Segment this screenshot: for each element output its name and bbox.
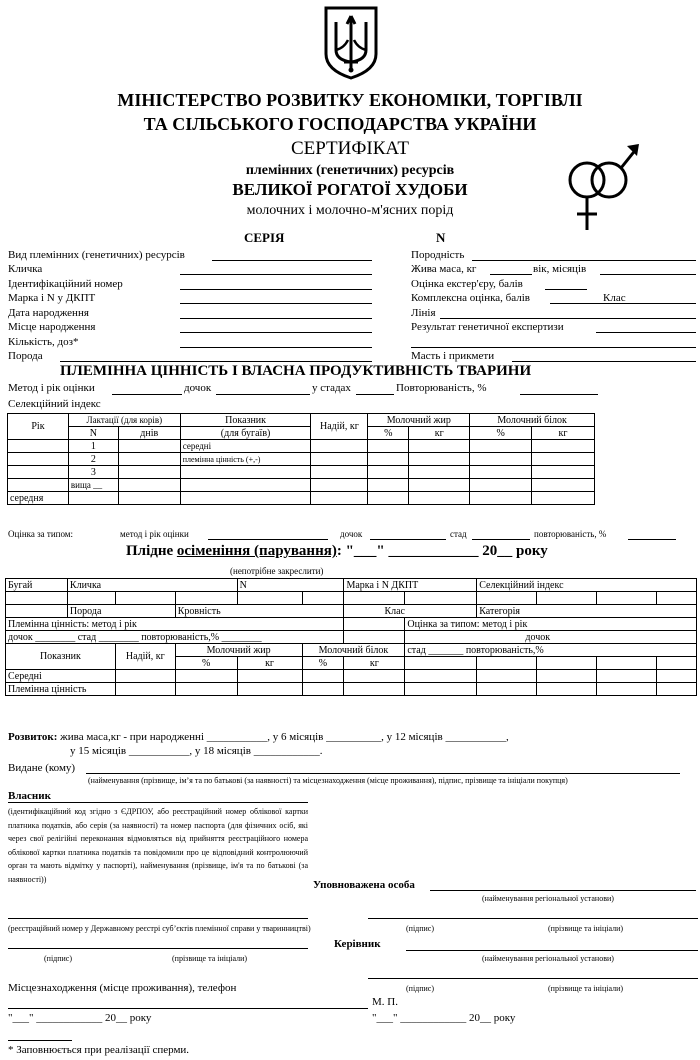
input-complex-score[interactable]	[550, 303, 696, 304]
head-signature-caption: (підпис)	[406, 984, 435, 993]
bull-n: N	[237, 579, 344, 592]
insemination-title: Плідне осіменіння (парування): "___" ____________ 20__ року	[126, 543, 548, 559]
productivity-table	[7, 413, 595, 505]
input-type-repeat[interactable]	[628, 539, 676, 540]
input-doses[interactable]	[180, 347, 372, 348]
input-exterior-score[interactable]	[545, 289, 587, 290]
field-color-marks: Масть і прикмети	[411, 350, 495, 362]
type-eval-method: метод і рік оцінки	[120, 529, 189, 539]
issued-caption: (найменування (прізвище, ім’я та по батькові (за наявності) та місцезнаходження (місце проживання), підпис, прізвище та ініціали покупця)	[88, 776, 568, 785]
bull-type-method: Оцінка за типом: метод і рік	[405, 618, 697, 631]
field-age: вік, місяців	[533, 263, 587, 275]
bull-bv-daughters: дочок ________ стад ________ повторюваність,% ________	[6, 631, 344, 644]
field-line: Лінія	[411, 307, 436, 319]
footnote: * Заповнюється при реалізації сперми.	[8, 1044, 190, 1056]
bull-col-fat: Молочний жир	[175, 644, 302, 657]
input-method-year[interactable]	[112, 394, 182, 395]
ministry-line-2: ТА СІЛЬСЬКОГО ГОСПОДАРСТВА УКРАЇНИ	[143, 114, 537, 134]
number-label: N	[436, 230, 446, 245]
field-exterior-score: Оцінка екстер'єру, балів	[411, 278, 523, 290]
bull-col-yield: Надій, кг	[115, 644, 175, 670]
input-purity[interactable]	[472, 260, 696, 261]
method-year-label: Метод і рік оцінки	[8, 382, 95, 394]
table-row	[6, 670, 697, 683]
field-class: Клас	[603, 292, 626, 304]
input-line[interactable]	[440, 318, 696, 319]
input-head-org[interactable]	[406, 950, 698, 951]
coat-of-arms-icon	[322, 4, 380, 80]
section-breeding-value-title: ПЛЕМІННА ЦІННІСТЬ І ВЛАСНА ПРОДУКТИВНІСТЬ ТВАРИНИ	[60, 363, 532, 379]
input-authorized-org[interactable]	[430, 890, 696, 891]
field-resource-type: Вид племінних (генетичних) ресурсів	[8, 249, 185, 261]
field-id-number: Ідентифікаційний номер	[8, 278, 123, 290]
bull-row-bv: Племінна цінність	[6, 683, 116, 696]
owner-initials-caption: (прізвище та ініціали)	[172, 954, 248, 963]
insemination-note: (непотрібне закреслити)	[230, 566, 324, 576]
col-days: днів	[118, 427, 180, 440]
table-row: 1 середні	[8, 440, 595, 453]
input-extra-line[interactable]	[411, 347, 696, 348]
table-row	[6, 683, 697, 696]
input-type-daughters[interactable]	[370, 539, 446, 540]
col-for-bulls: (для бугаїв)	[180, 427, 311, 440]
input-head-signature[interactable]	[368, 978, 698, 979]
type-eval-daughters: дочок	[340, 529, 363, 539]
input-name[interactable]	[180, 274, 372, 275]
type-eval-herd: стад	[450, 529, 467, 539]
col-yield: Надій, кг	[311, 414, 368, 440]
field-complex-score: Комплексна оцінка, балів	[411, 292, 530, 304]
row-avg: середні	[180, 440, 311, 453]
selection-index-label: Селекційний індекс	[8, 398, 101, 410]
input-resource-type[interactable]	[212, 260, 372, 261]
subtitle-resources: племінних (генетичних) ресурсів	[245, 163, 455, 178]
bull-label: Бугай	[6, 579, 68, 592]
bull-breed: Порода	[67, 605, 175, 618]
table-row: вища __	[8, 479, 595, 492]
col-year: Рік	[8, 414, 69, 440]
input-owner-location[interactable]	[8, 1008, 368, 1009]
input-owner-signature[interactable]	[8, 948, 308, 949]
authorized-org-caption: (найменування регіональної установи)	[482, 894, 614, 903]
bull-blood: Кровність	[175, 605, 344, 618]
issued-label: Видане (кому)	[8, 762, 76, 774]
input-authorized-signature[interactable]	[368, 918, 698, 919]
input-issued[interactable]	[86, 773, 680, 774]
bull-row-avg: Середні	[6, 670, 116, 683]
input-type-herd[interactable]	[472, 539, 530, 540]
input-owner-register[interactable]	[8, 918, 308, 919]
gender-symbols-icon	[565, 138, 645, 236]
input-daughters[interactable]	[216, 394, 310, 395]
bull-bv-method: Племінна цінність: метод і рік	[6, 618, 344, 631]
type-eval-label: Оцінка за типом:	[8, 529, 74, 539]
row-breeding-value: племінна цінність (+,-)	[180, 453, 311, 466]
bull-col-protein: Молочний білок	[302, 644, 405, 657]
authorized-signature-caption: (підпис)	[406, 924, 435, 933]
authority-date: "___" ____________ 20__ року	[372, 1012, 516, 1024]
subtitle-breeds: молочних і молочно-м'ясних порід	[246, 203, 454, 218]
owner-location-label: Місцезнаходження (місце проживання), телефон	[8, 982, 237, 994]
col-indicator: Показник	[180, 414, 311, 427]
growth-line-1: Розвиток: жива маса,кг - при народженні ___________, у 6 місяців __________, у 12 місяців ___________,	[8, 731, 509, 743]
input-herds[interactable]	[356, 394, 394, 395]
field-mark: Марка і N у ДКПТ	[8, 292, 96, 304]
ministry-line-1: МІНІСТЕРСТВО РОЗВИТКУ ЕКОНОМІКИ, ТОРГІВЛІ	[117, 90, 583, 110]
field-birth-date: Дата народження	[8, 307, 89, 319]
input-birth-place[interactable]	[180, 332, 372, 333]
field-birth-place: Місце народження	[8, 321, 96, 333]
certificate-title: СЕРТИФІКАТ	[290, 138, 410, 159]
table-row: середня	[8, 492, 595, 505]
col-protein-pct: %	[470, 427, 532, 440]
input-mark[interactable]	[180, 303, 372, 304]
bull-category: Категорія	[477, 605, 697, 618]
field-live-weight: Жива маса, кг	[411, 263, 477, 275]
input-live-weight[interactable]	[490, 274, 532, 275]
seal-label: М. П.	[372, 996, 398, 1008]
input-owner[interactable]	[8, 802, 308, 803]
owner-description: (ідентифікаційний код згідно з ЄДРПОУ, або реєстраційний номер облікової картки платника податків, або серія (за наявності) та номер паспорта (для фізичних осіб, які через свої релігійні переконання відмовляться від прийняття реєстраційного номера облікової картки платника податків та повідомили про це відповідний контролюючий орган та мають відмітку у паспорті), найменування (прізвище, ім'я та по батькові (за наявності))	[8, 807, 308, 884]
field-doses: Кількість, доз*	[8, 336, 79, 348]
series-label: СЕРІЯ	[244, 230, 285, 245]
repeatability-label: Повторюваність, %	[396, 382, 487, 394]
subtitle-cattle: ВЕЛИКОЇ РОГАТОЇ ХУДОБИ	[232, 180, 468, 199]
bull-mark: Марка і N ДКПТ	[344, 579, 477, 592]
input-id-number[interactable]	[180, 289, 372, 290]
owner-signature-caption: (підпис)	[44, 954, 73, 963]
input-type-method[interactable]	[208, 539, 328, 540]
field-purity: Породність	[411, 249, 465, 261]
bull-name: Кличка	[67, 579, 237, 592]
daughters-label: дочок	[184, 382, 212, 394]
col-protein: Молочний білок	[470, 414, 595, 427]
authorized-person-label: Уповноважена особа	[313, 879, 415, 891]
input-color-marks[interactable]	[512, 361, 696, 362]
input-genetic-expertise[interactable]	[596, 332, 696, 333]
bull-type-daughters: дочок	[405, 631, 697, 644]
col-fat-pct: %	[368, 427, 409, 440]
table-row: 2 племінна цінність (+,-)	[8, 453, 595, 466]
col-n: N	[68, 427, 118, 440]
col-protein-kg: кг	[532, 427, 595, 440]
growth-line-2: у 15 місяців ___________, у 18 місяців ____________.	[70, 745, 323, 757]
bull-class: Клас	[344, 605, 477, 618]
field-breed: Порода	[8, 350, 43, 362]
col-fat-kg: кг	[409, 427, 470, 440]
type-eval-repeat: повторюваність, %	[534, 529, 607, 539]
input-birth-date[interactable]	[180, 318, 372, 319]
head-label: Керівник	[334, 938, 381, 950]
field-genetic-expertise: Результат генетичної експертизи	[411, 321, 564, 333]
head-initials-caption: (прізвище та ініціали)	[548, 984, 624, 993]
owner-label: Власник	[8, 790, 51, 802]
field-name: Кличка	[8, 263, 43, 275]
head-org-caption: (найменування регіональної установи)	[482, 954, 614, 963]
col-fat: Молочний жир	[368, 414, 470, 427]
bull-selection-index: Селекційний індекс	[477, 579, 697, 592]
bull-col-herd-repeat: стад _______ повторюваність,%	[405, 644, 697, 657]
footnote-separator	[8, 1040, 72, 1041]
input-breed[interactable]	[60, 361, 372, 362]
table-row: 3	[8, 466, 595, 479]
bull-col-indicator: Показник	[6, 644, 116, 670]
input-repeatability[interactable]	[520, 394, 598, 395]
herds-label: у стадах	[312, 382, 351, 394]
bull-table: Бугай Кличка N Марка і N ДКПТ Селекційний індекс Порода Кровність Клас Категорія Племінна цінність: метод і рік Оцінка за типом: метод і рік дочок ________ стад ________ повторюваність,% ________ дочок Показник Надій, кг Молочний жир Молочний білок стад _______ повторюваність,% % кг % кг Середні Племінна цінність	[5, 578, 697, 696]
owner-register-caption: (реєстраційний номер у Державному реєстрі суб’єктів племінної справи у тваринництві)	[8, 924, 311, 933]
col-lactations: Лактації (для корів)	[68, 414, 180, 427]
authorized-initials-caption: (прізвище та ініціали)	[548, 924, 624, 933]
owner-date: "___" ____________ 20__ року	[8, 1012, 152, 1024]
input-age[interactable]	[600, 274, 696, 275]
